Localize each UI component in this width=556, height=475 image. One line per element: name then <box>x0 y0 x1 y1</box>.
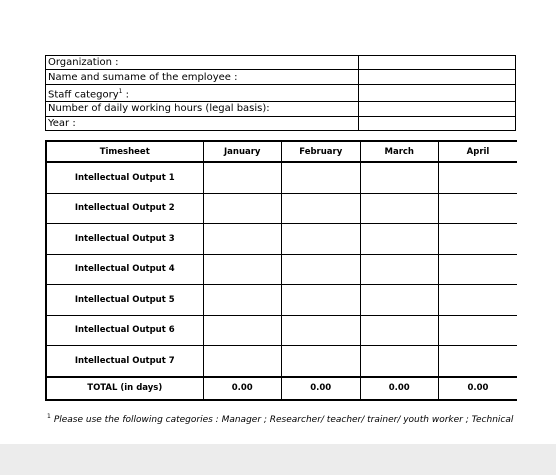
total-january: 0.00 <box>203 377 282 400</box>
total-label: TOTAL (in days) <box>46 377 203 400</box>
staff-category-label-cell <box>46 84 359 101</box>
employee-name-value-cell[interactable] <box>359 70 516 84</box>
data-cell[interactable] <box>203 315 282 346</box>
data-cell[interactable] <box>439 315 518 346</box>
table-row <box>46 224 517 255</box>
employee-name-label: Name and sumame of the employee : <box>46 70 359 84</box>
data-cell[interactable] <box>282 285 361 316</box>
data-cell[interactable] <box>439 254 518 285</box>
info-row-organization <box>46 56 516 70</box>
working-hours-value-cell[interactable] <box>359 102 516 116</box>
organization-label: Organization : <box>46 56 359 70</box>
data-cell[interactable] <box>203 224 282 255</box>
data-cell[interactable] <box>439 162 518 193</box>
staff-category-label: Staff category <box>48 89 119 101</box>
data-cell[interactable] <box>282 315 361 346</box>
data-cell[interactable] <box>282 193 361 224</box>
data-cell[interactable] <box>360 193 439 224</box>
data-cell[interactable] <box>360 162 439 193</box>
data-cell[interactable] <box>282 162 361 193</box>
info-row-year <box>46 116 516 130</box>
row-label-output-4: Intellectual Output 4 <box>46 254 203 285</box>
timesheet-table <box>45 140 517 401</box>
category-footnote <box>47 413 515 425</box>
data-cell[interactable] <box>439 285 518 316</box>
month-header-january: January <box>203 141 282 162</box>
footnote-marker: 1 <box>47 413 51 420</box>
staff-category-footnote-marker: 1 <box>118 87 123 95</box>
table-row <box>46 254 517 285</box>
staff-category-colon: : <box>122 89 130 101</box>
data-cell[interactable] <box>439 224 518 255</box>
data-cell[interactable] <box>360 224 439 255</box>
data-cell[interactable] <box>439 193 518 224</box>
data-cell[interactable] <box>282 254 361 285</box>
organization-value-cell[interactable] <box>359 56 516 70</box>
row-label-output-3: Intellectual Output 3 <box>46 224 203 255</box>
data-cell[interactable] <box>360 346 439 377</box>
footnote-text: Please use the following categories : Manager ; Researcher/ teacher/ trainer/ youth worker ; Technical <box>53 415 514 425</box>
row-label-output-6: Intellectual Output 6 <box>46 315 203 346</box>
data-cell[interactable] <box>360 254 439 285</box>
table-row <box>46 162 517 193</box>
data-cell[interactable] <box>360 315 439 346</box>
data-cell[interactable] <box>203 162 282 193</box>
row-label-output-5: Intellectual Output 5 <box>46 285 203 316</box>
year-label: Year : <box>46 116 359 130</box>
timesheet-header-label: Timesheet <box>46 141 203 162</box>
data-cell[interactable] <box>282 346 361 377</box>
month-header-april: April <box>439 141 518 162</box>
data-cell[interactable] <box>282 224 361 255</box>
data-cell[interactable] <box>203 285 282 316</box>
data-cell[interactable] <box>203 193 282 224</box>
row-label-output-2: Intellectual Output 2 <box>46 193 203 224</box>
page-bottom-band <box>0 444 556 475</box>
table-row <box>46 346 517 377</box>
month-header-march: March <box>360 141 439 162</box>
row-label-output-1: Intellectual Output 1 <box>46 162 203 193</box>
working-hours-label: Number of daily working hours (legal basis): <box>46 102 359 116</box>
info-row-name <box>46 70 516 84</box>
table-row <box>46 285 517 316</box>
info-row-staff-category <box>46 84 516 101</box>
data-cell[interactable] <box>439 346 518 377</box>
employee-info-table <box>45 55 516 131</box>
month-header-february: February <box>282 141 361 162</box>
table-row <box>46 193 517 224</box>
row-label-output-7: Intellectual Output 7 <box>46 346 203 377</box>
data-cell[interactable] <box>203 346 282 377</box>
info-row-working-hours <box>46 102 516 116</box>
total-row <box>46 377 517 400</box>
total-march: 0.00 <box>360 377 439 400</box>
table-row <box>46 315 517 346</box>
staff-category-value-cell[interactable] <box>359 84 516 101</box>
year-value-cell[interactable] <box>359 116 516 130</box>
total-february: 0.00 <box>282 377 361 400</box>
timesheet-header-row <box>46 141 517 162</box>
total-april: 0.00 <box>439 377 518 400</box>
data-cell[interactable] <box>203 254 282 285</box>
data-cell[interactable] <box>360 285 439 316</box>
